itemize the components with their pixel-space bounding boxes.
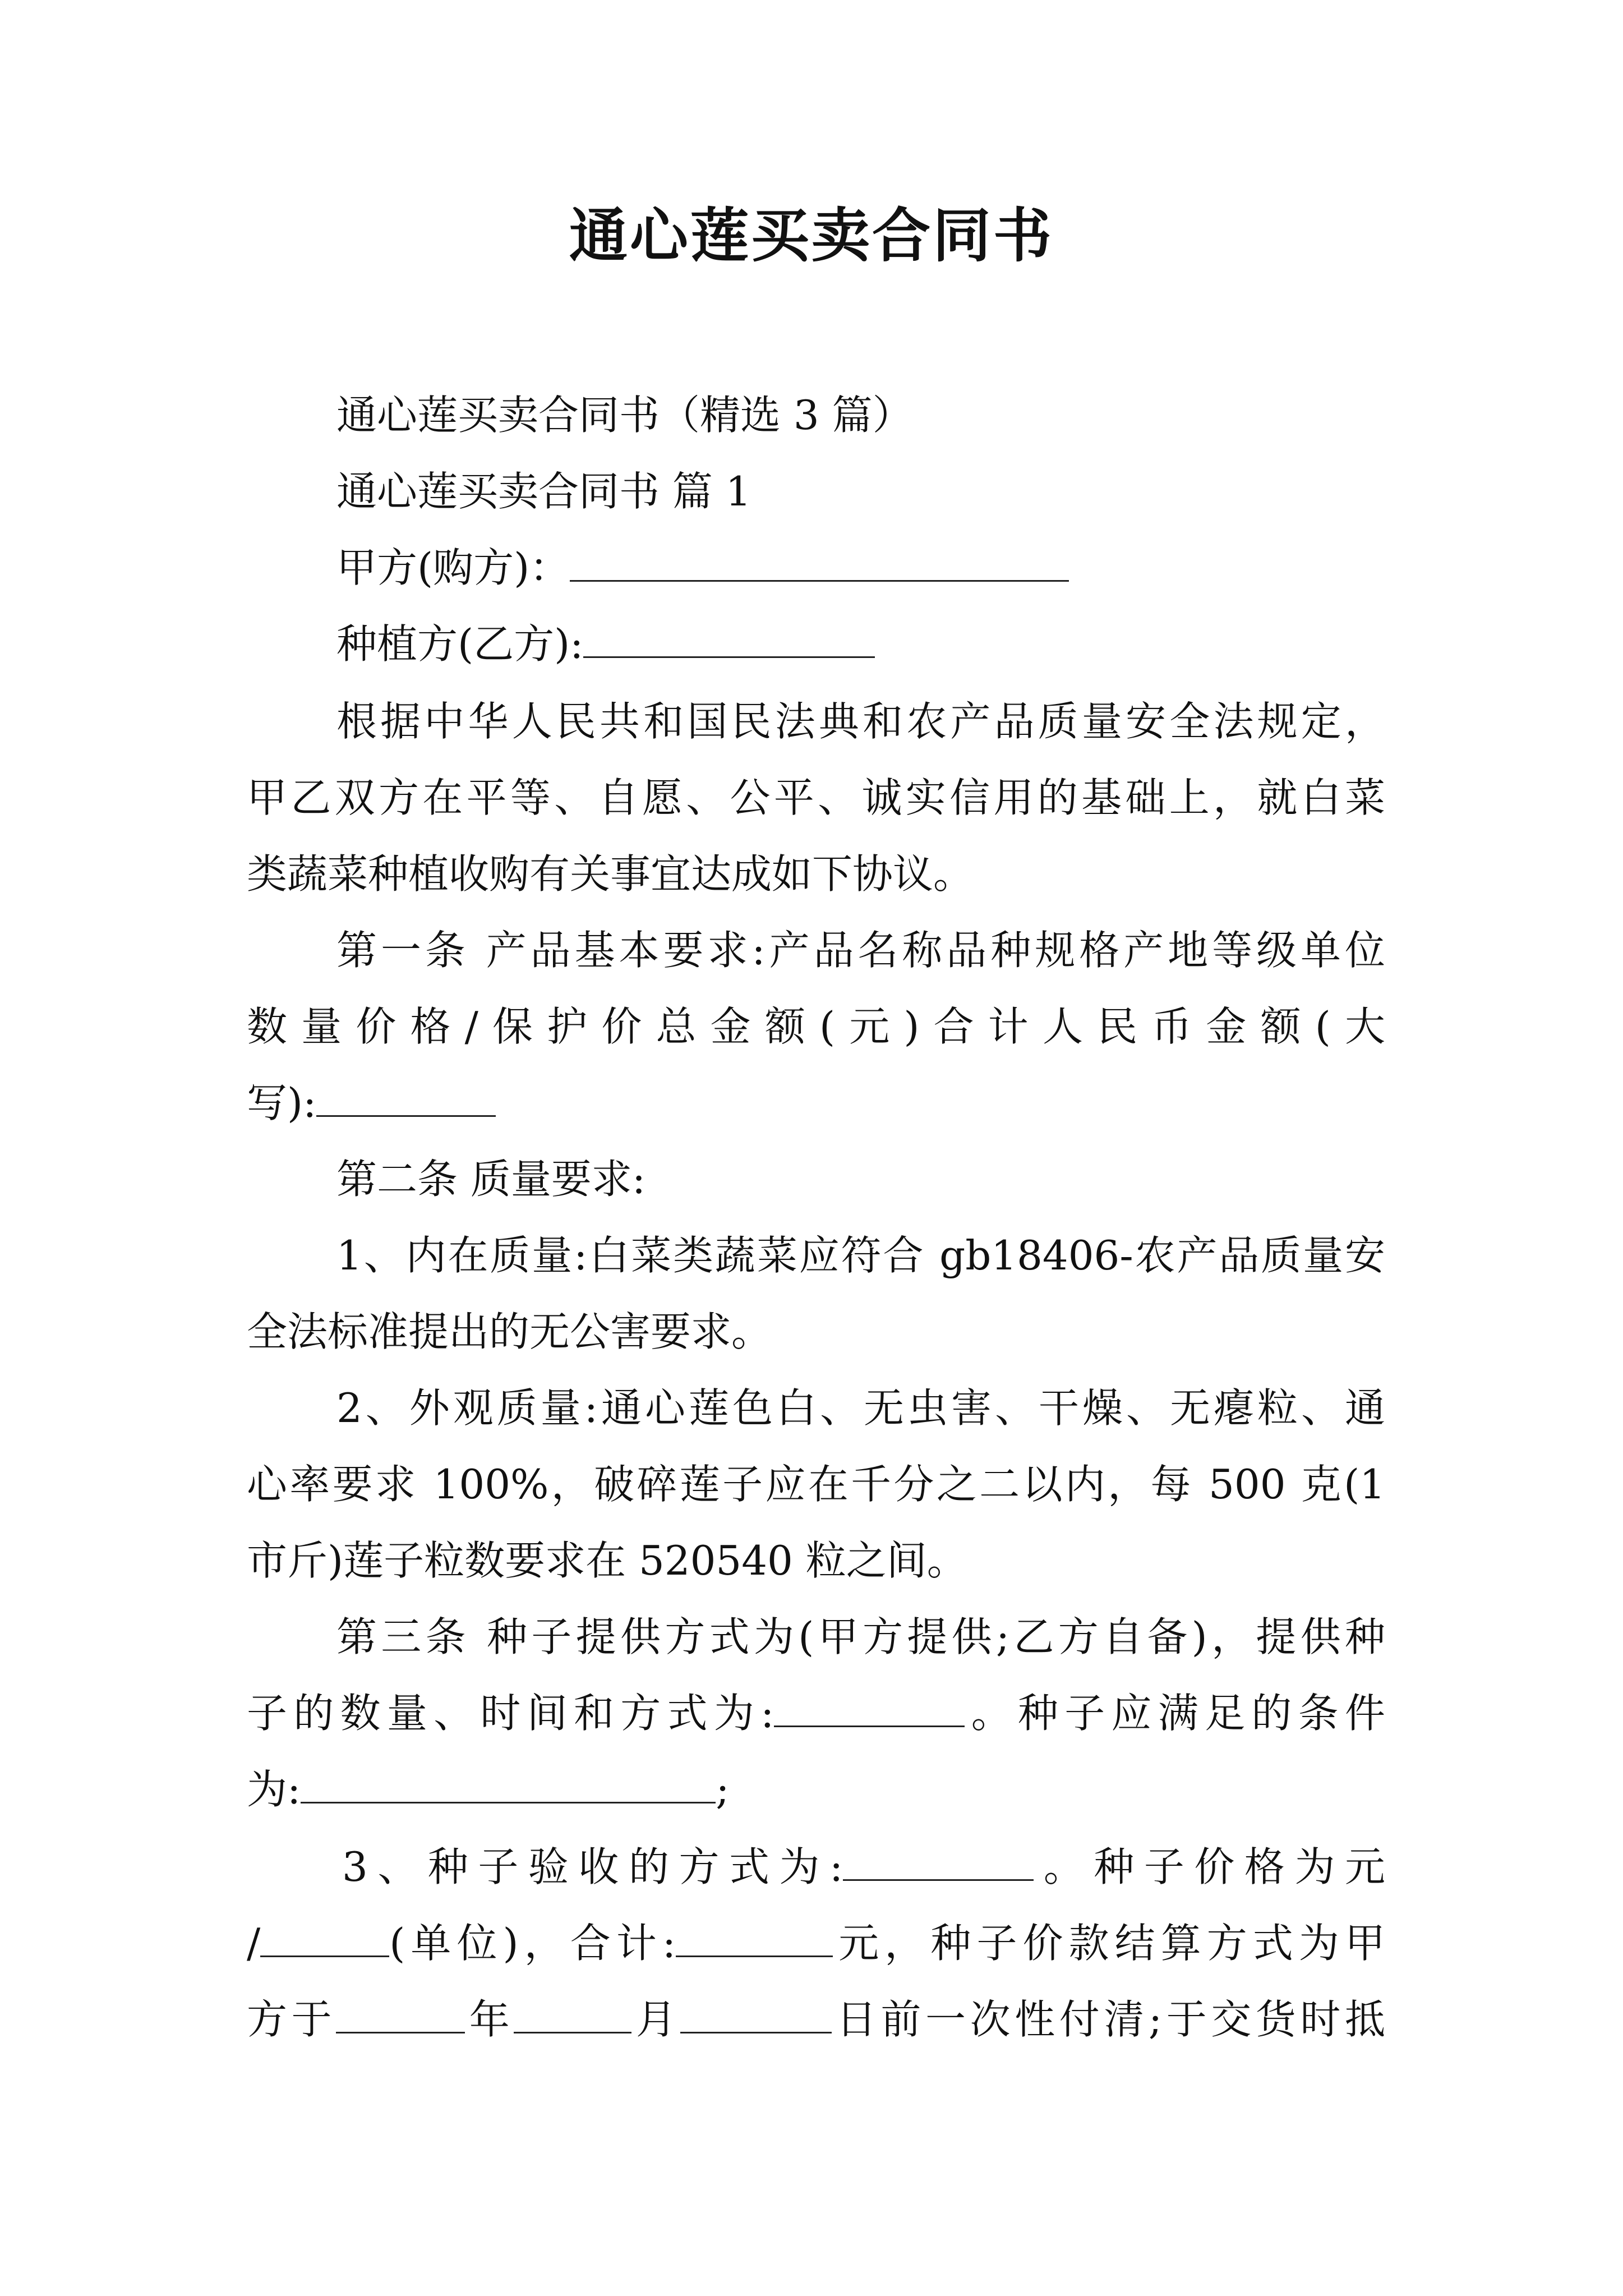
month-blank[interactable] xyxy=(514,1996,631,2033)
item3-line-2a: / xyxy=(247,1920,261,1967)
item3-line-1a: 3、种子验收的方式为: xyxy=(342,1843,843,1890)
section-heading: 通心莲买卖合同书 篇 1 xyxy=(336,468,751,515)
intro-line-3: 类蔬菜种植收购有关事宜达成如下协议。 xyxy=(247,850,974,898)
article3-line-3a: 为: xyxy=(247,1766,301,1813)
article1-line-3 xyxy=(247,1075,1385,1131)
quality2-line-2: 心率要求 100%，破碎莲子应在千分之二以内，每 500 克(1 xyxy=(247,1461,1385,1508)
party-a-blank[interactable] xyxy=(570,544,1069,582)
quality1-line-1: 1、内在质量:白菜类蔬菜应符合 gb18406-农产品质量安 xyxy=(336,1232,1385,1279)
year-blank[interactable] xyxy=(336,1996,465,2033)
article3-line-3b: ; xyxy=(716,1766,730,1813)
item3-line-3b: 年 xyxy=(465,1996,514,2043)
seed-inspection-blank[interactable] xyxy=(843,1843,1034,1881)
party-b-blank[interactable] xyxy=(583,620,875,658)
article1-line-2: 数量价格/保护价总金额(元)合计人民币金额(大 xyxy=(247,1003,1385,1050)
quality2-line-3: 市斤)莲子粒数要求在 520540 粒之间。 xyxy=(247,1537,967,1584)
amount-uppercase-blank[interactable] xyxy=(316,1079,496,1117)
article2-heading: 第二条 质量要求: xyxy=(336,1156,646,1203)
item3-line-2 xyxy=(247,1915,1385,1971)
item3-line-1 xyxy=(342,1839,1385,1895)
quality1-line-2: 全法标准提出的无公害要求。 xyxy=(247,1308,772,1355)
article3-line-2 xyxy=(247,1685,1385,1741)
item3-line-3d: 日前一次性付清;于交货时抵 xyxy=(832,1996,1385,2043)
subtitle: 通心莲买卖合同书（精选 3 篇） xyxy=(336,392,913,439)
party-b-line xyxy=(336,616,1385,672)
intro-line-2: 甲乙双方在平等、自愿、公平、诚实信用的基础上，就白菜 xyxy=(247,774,1385,821)
quality2-line-1: 2、外观质量:通心莲色白、无虫害、干燥、无瘪粒、通 xyxy=(336,1384,1385,1432)
item3-line-3a: 方于 xyxy=(247,1996,336,2043)
seed-conditions-blank[interactable] xyxy=(301,1766,716,1803)
article3-line-3 xyxy=(247,1761,1385,1818)
seed-supply-blank[interactable] xyxy=(774,1690,965,1727)
article1-line-3-text: 写): xyxy=(247,1079,317,1126)
article3-line-2a: 子的数量、时间和方式为: xyxy=(247,1690,774,1737)
article3-line-2b: 。种子应满足的条件 xyxy=(965,1690,1385,1737)
party-a-line xyxy=(336,540,1385,596)
intro-line-1: 根据中华人民共和国民法典和农产品质量安全法规定， xyxy=(336,698,1385,745)
day-blank[interactable] xyxy=(680,1996,832,2033)
total-blank[interactable] xyxy=(676,1920,833,1957)
article3-line-1: 第三条 种子提供方式为(甲方提供;乙方自备)，提供种 xyxy=(336,1613,1385,1660)
item3-line-2c: 元，种子价款结算方式为甲 xyxy=(833,1920,1385,1967)
party-b-label: 种植方(乙方): xyxy=(336,620,584,668)
party-a-label: 甲方(购方)： xyxy=(336,544,570,591)
document-title: 通心莲买卖合同书 xyxy=(569,201,1054,270)
item3-line-3c: 月 xyxy=(631,1996,681,2043)
item3-line-1b: 。种子价格为元 xyxy=(1034,1843,1385,1890)
item3-line-2b: (单位)，合计: xyxy=(389,1920,676,1967)
unit-blank[interactable] xyxy=(260,1920,389,1957)
article1-line-1: 第一条 产品基本要求:产品名称品种规格产地等级单位 xyxy=(336,927,1385,974)
item3-line-3 xyxy=(247,1991,1385,2047)
